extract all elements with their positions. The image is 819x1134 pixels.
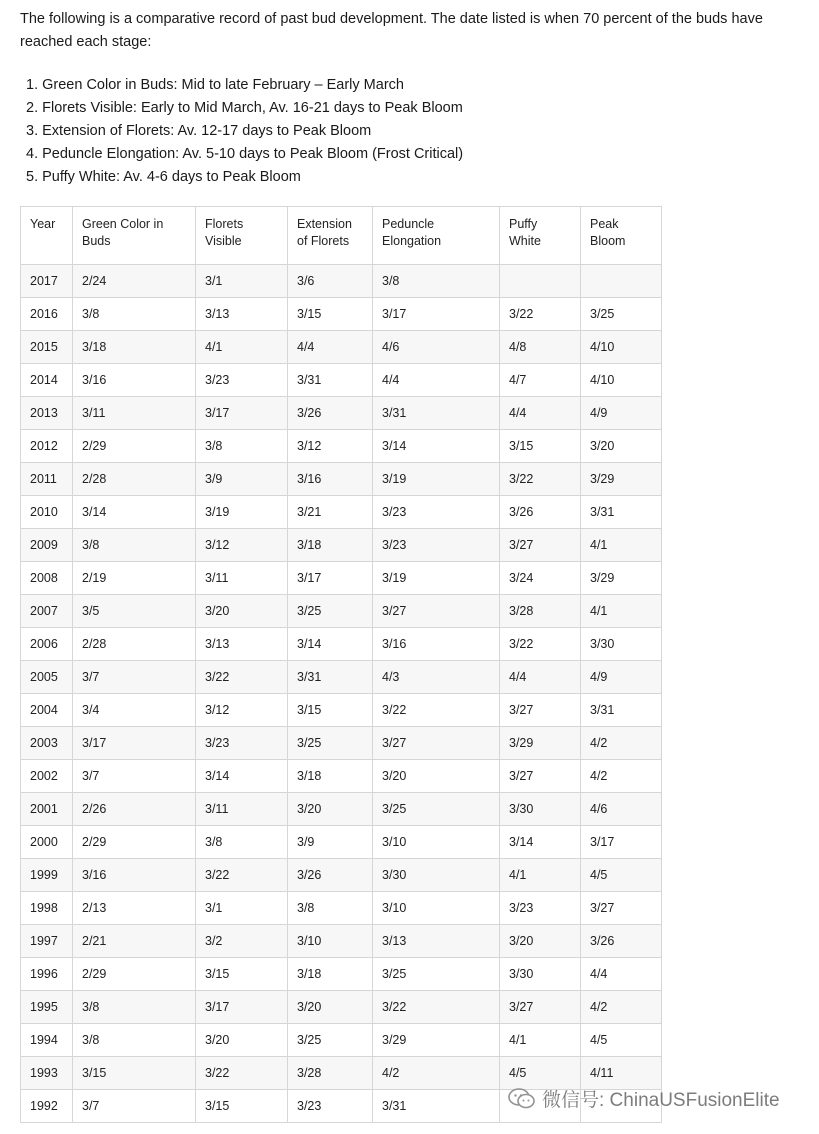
stage-item: 5. Puffy White: Av. 4-6 days to Peak Bloom — [26, 169, 301, 185]
cell-year: 2013 — [21, 397, 73, 430]
cell-florets-visible: 3/2 — [196, 925, 288, 958]
cell-florets-visible: 3/1 — [196, 892, 288, 925]
cell-peduncle-elongation: 3/25 — [373, 958, 500, 991]
watermark-text: 微信号: ChinaUSFusionElite — [542, 1090, 780, 1111]
cell-peduncle-elongation: 3/30 — [373, 859, 500, 892]
cell-florets-visible: 3/13 — [196, 298, 288, 331]
cell-extension-of-florets: 3/23 — [288, 1090, 373, 1123]
cell-extension-of-florets: 3/21 — [288, 496, 373, 529]
cell-peak-bloom: 4/4 — [581, 958, 662, 991]
cell-extension-of-florets: 3/10 — [288, 925, 373, 958]
cell-peak-bloom: 3/25 — [581, 298, 662, 331]
cell-peak-bloom: 4/10 — [581, 331, 662, 364]
cell-green-color: 3/5 — [73, 595, 196, 628]
cell-peduncle-elongation: 3/16 — [373, 628, 500, 661]
cell-florets-visible: 3/22 — [196, 661, 288, 694]
cell-puffy-white: 4/1 — [500, 859, 581, 892]
table-row — [21, 397, 662, 430]
cell-puffy-white: 3/20 — [500, 925, 581, 958]
cell-green-color: 2/13 — [73, 892, 196, 925]
cell-peduncle-elongation: 3/27 — [373, 595, 500, 628]
cell-peak-bloom: 3/29 — [581, 562, 662, 595]
cell-year: 2002 — [21, 760, 73, 793]
watermark — [508, 1085, 780, 1112]
cell-florets-visible: 3/11 — [196, 562, 288, 595]
cell-puffy-white: 4/8 — [500, 331, 581, 364]
cell-peduncle-elongation: 3/8 — [373, 265, 500, 298]
cell-green-color: 3/17 — [73, 727, 196, 760]
cell-puffy-white: 3/22 — [500, 463, 581, 496]
cell-peak-bloom: 4/2 — [581, 991, 662, 1024]
cell-peduncle-elongation: 3/10 — [373, 892, 500, 925]
cell-year: 1993 — [21, 1057, 73, 1090]
cell-florets-visible: 3/12 — [196, 694, 288, 727]
cell-puffy-white: 3/30 — [500, 793, 581, 826]
cell-peak-bloom: 4/1 — [581, 529, 662, 562]
cell-florets-visible: 3/20 — [196, 1024, 288, 1057]
cell-year: 2005 — [21, 661, 73, 694]
cell-year: 2009 — [21, 529, 73, 562]
cell-green-color: 3/8 — [73, 298, 196, 331]
cell-florets-visible: 3/17 — [196, 991, 288, 1024]
table-row — [21, 628, 662, 661]
cell-extension-of-florets: 3/28 — [288, 1057, 373, 1090]
cell-peduncle-elongation: 3/27 — [373, 727, 500, 760]
table-row — [21, 661, 662, 694]
cell-peak-bloom: 3/20 — [581, 430, 662, 463]
cell-puffy-white: 3/27 — [500, 991, 581, 1024]
cell-florets-visible: 3/17 — [196, 397, 288, 430]
cell-year: 1997 — [21, 925, 73, 958]
table-row — [21, 1024, 662, 1057]
cell-florets-visible: 3/8 — [196, 826, 288, 859]
table-row — [21, 331, 662, 364]
cell-year: 1999 — [21, 859, 73, 892]
cell-florets-visible: 3/22 — [196, 1057, 288, 1090]
cell-extension-of-florets: 3/20 — [288, 793, 373, 826]
cell-green-color: 2/29 — [73, 826, 196, 859]
cell-extension-of-florets: 3/15 — [288, 694, 373, 727]
cell-florets-visible: 4/1 — [196, 331, 288, 364]
cell-peduncle-elongation: 3/23 — [373, 496, 500, 529]
cell-florets-visible: 3/22 — [196, 859, 288, 892]
cell-green-color: 3/18 — [73, 331, 196, 364]
bud-development-table — [20, 206, 662, 1123]
table-header-row — [21, 207, 662, 265]
cell-peak-bloom: 4/1 — [581, 595, 662, 628]
cell-puffy-white: 3/14 — [500, 826, 581, 859]
cell-puffy-white: 3/29 — [500, 727, 581, 760]
table-row — [21, 793, 662, 826]
table-row — [21, 265, 662, 298]
cell-peduncle-elongation: 3/23 — [373, 529, 500, 562]
cell-green-color: 3/15 — [73, 1057, 196, 1090]
cell-florets-visible: 3/8 — [196, 430, 288, 463]
cell-green-color: 2/28 — [73, 628, 196, 661]
cell-puffy-white: 3/22 — [500, 298, 581, 331]
cell-extension-of-florets: 3/25 — [288, 1024, 373, 1057]
cell-puffy-white: 3/26 — [500, 496, 581, 529]
cell-green-color: 3/11 — [73, 397, 196, 430]
cell-green-color: 2/26 — [73, 793, 196, 826]
table-row — [21, 826, 662, 859]
table-row — [21, 496, 662, 529]
cell-extension-of-florets: 3/6 — [288, 265, 373, 298]
column-header-florets-visible: Florets Visible — [196, 207, 288, 265]
table-row — [21, 991, 662, 1024]
table-body — [21, 265, 662, 1123]
cell-peduncle-elongation: 3/10 — [373, 826, 500, 859]
cell-extension-of-florets: 3/26 — [288, 397, 373, 430]
cell-peduncle-elongation: 3/25 — [373, 793, 500, 826]
cell-extension-of-florets: 3/25 — [288, 595, 373, 628]
cell-puffy-white — [500, 265, 581, 298]
cell-extension-of-florets: 3/15 — [288, 298, 373, 331]
cell-peak-bloom: 3/31 — [581, 496, 662, 529]
cell-florets-visible: 3/15 — [196, 1090, 288, 1123]
cell-puffy-white: 3/24 — [500, 562, 581, 595]
cell-florets-visible: 3/12 — [196, 529, 288, 562]
cell-extension-of-florets: 3/12 — [288, 430, 373, 463]
cell-extension-of-florets: 3/17 — [288, 562, 373, 595]
cell-green-color: 2/28 — [73, 463, 196, 496]
cell-puffy-white: 3/23 — [500, 892, 581, 925]
cell-puffy-white: 3/27 — [500, 529, 581, 562]
stage-list — [26, 74, 463, 189]
cell-peak-bloom: 4/2 — [581, 760, 662, 793]
cell-year: 2015 — [21, 331, 73, 364]
cell-peduncle-elongation: 3/20 — [373, 760, 500, 793]
cell-peak-bloom: 4/9 — [581, 661, 662, 694]
cell-year: 2012 — [21, 430, 73, 463]
cell-peak-bloom: 4/5 — [581, 859, 662, 892]
cell-peduncle-elongation: 4/6 — [373, 331, 500, 364]
column-header-extension-of-florets: Extension of Florets — [288, 207, 373, 265]
column-header-peak-bloom: Peak Bloom — [581, 207, 662, 265]
cell-peduncle-elongation: 3/31 — [373, 1090, 500, 1123]
table-row — [21, 958, 662, 991]
cell-peduncle-elongation: 4/4 — [373, 364, 500, 397]
cell-peak-bloom: 3/17 — [581, 826, 662, 859]
cell-peak-bloom: 3/31 — [581, 694, 662, 727]
cell-florets-visible: 3/23 — [196, 727, 288, 760]
cell-extension-of-florets: 3/31 — [288, 661, 373, 694]
table-row — [21, 859, 662, 892]
cell-puffy-white: 4/7 — [500, 364, 581, 397]
cell-puffy-white: 3/27 — [500, 694, 581, 727]
cell-puffy-white: 3/30 — [500, 958, 581, 991]
cell-green-color: 3/16 — [73, 364, 196, 397]
cell-florets-visible: 3/9 — [196, 463, 288, 496]
cell-peak-bloom: 4/11 — [581, 1057, 662, 1090]
cell-peak-bloom: 3/27 — [581, 892, 662, 925]
stage-item: 2. Florets Visible: Early to Mid March, Av. 16-21 days to Peak Bloom — [26, 100, 463, 116]
cell-peduncle-elongation: 3/31 — [373, 397, 500, 430]
cell-extension-of-florets: 3/20 — [288, 991, 373, 1024]
cell-peak-bloom — [581, 265, 662, 298]
table-row — [21, 595, 662, 628]
cell-florets-visible: 3/19 — [196, 496, 288, 529]
cell-peak-bloom: 3/30 — [581, 628, 662, 661]
cell-extension-of-florets: 3/26 — [288, 859, 373, 892]
cell-puffy-white: 3/28 — [500, 595, 581, 628]
table-row — [21, 925, 662, 958]
column-header-peduncle-elongation: Peduncle Elongation — [373, 207, 500, 265]
table-row — [21, 727, 662, 760]
cell-green-color: 3/16 — [73, 859, 196, 892]
cell-green-color: 3/8 — [73, 1024, 196, 1057]
cell-florets-visible: 3/20 — [196, 595, 288, 628]
cell-peak-bloom: 3/26 — [581, 925, 662, 958]
cell-peduncle-elongation: 3/22 — [373, 694, 500, 727]
cell-green-color: 2/19 — [73, 562, 196, 595]
table-row — [21, 463, 662, 496]
cell-peak-bloom: 4/10 — [581, 364, 662, 397]
cell-year: 2007 — [21, 595, 73, 628]
table-row — [21, 298, 662, 331]
cell-peduncle-elongation: 3/19 — [373, 562, 500, 595]
cell-green-color: 3/7 — [73, 760, 196, 793]
cell-green-color: 2/29 — [73, 958, 196, 991]
cell-peduncle-elongation: 3/29 — [373, 1024, 500, 1057]
stage-item: 4. Peduncle Elongation: Av. 5-10 days to Peak Bloom (Frost Critical) — [26, 146, 464, 162]
cell-peak-bloom: 4/2 — [581, 727, 662, 760]
cell-extension-of-florets: 3/14 — [288, 628, 373, 661]
cell-green-color: 2/24 — [73, 265, 196, 298]
cell-year: 2014 — [21, 364, 73, 397]
cell-year: 2000 — [21, 826, 73, 859]
cell-green-color: 3/7 — [73, 1090, 196, 1123]
column-header-year: Year — [21, 207, 73, 265]
stage-item: 3. Extension of Florets: Av. 12-17 days to Peak Bloom — [26, 123, 372, 139]
table-row — [21, 562, 662, 595]
cell-year: 2008 — [21, 562, 73, 595]
cell-peduncle-elongation: 3/19 — [373, 463, 500, 496]
stage-item: 1. Green Color in Buds: Mid to late February – Early March — [26, 77, 404, 93]
wechat-icon — [508, 1088, 536, 1110]
cell-green-color: 3/7 — [73, 661, 196, 694]
cell-puffy-white: 3/22 — [500, 628, 581, 661]
cell-green-color: 3/4 — [73, 694, 196, 727]
cell-green-color: 3/8 — [73, 529, 196, 562]
cell-year: 2004 — [21, 694, 73, 727]
cell-extension-of-florets: 3/31 — [288, 364, 373, 397]
cell-extension-of-florets: 3/8 — [288, 892, 373, 925]
column-header-green-color: Green Color in Buds — [73, 207, 196, 265]
cell-peduncle-elongation: 4/3 — [373, 661, 500, 694]
cell-peduncle-elongation: 3/22 — [373, 991, 500, 1024]
cell-green-color: 3/14 — [73, 496, 196, 529]
cell-peduncle-elongation: 3/17 — [373, 298, 500, 331]
cell-florets-visible: 3/23 — [196, 364, 288, 397]
table-row — [21, 364, 662, 397]
cell-green-color: 2/29 — [73, 430, 196, 463]
cell-year: 1995 — [21, 991, 73, 1024]
cell-year: 2010 — [21, 496, 73, 529]
table-row — [21, 694, 662, 727]
cell-puffy-white: 4/4 — [500, 397, 581, 430]
intro-text: The following is a comparative record of past bud development. The date listed is when 70 percent of the buds have reached each stage: — [20, 11, 763, 50]
cell-florets-visible: 3/11 — [196, 793, 288, 826]
cell-puffy-white: 4/5 — [500, 1057, 581, 1090]
column-header-puffy-white: Puffy White — [500, 207, 581, 265]
cell-puffy-white: 4/4 — [500, 661, 581, 694]
cell-year: 2016 — [21, 298, 73, 331]
cell-year: 2017 — [21, 265, 73, 298]
cell-puffy-white: 3/15 — [500, 430, 581, 463]
cell-florets-visible: 3/1 — [196, 265, 288, 298]
cell-year: 2003 — [21, 727, 73, 760]
cell-green-color: 3/8 — [73, 991, 196, 1024]
cell-extension-of-florets: 3/16 — [288, 463, 373, 496]
cell-year: 1992 — [21, 1090, 73, 1123]
cell-year: 2001 — [21, 793, 73, 826]
table-row — [21, 529, 662, 562]
cell-year: 2011 — [21, 463, 73, 496]
cell-peak-bloom: 4/6 — [581, 793, 662, 826]
cell-extension-of-florets: 3/25 — [288, 727, 373, 760]
cell-peduncle-elongation: 3/14 — [373, 430, 500, 463]
cell-peak-bloom: 3/29 — [581, 463, 662, 496]
cell-year: 1996 — [21, 958, 73, 991]
cell-year: 1994 — [21, 1024, 73, 1057]
cell-green-color: 2/21 — [73, 925, 196, 958]
cell-florets-visible: 3/15 — [196, 958, 288, 991]
cell-year: 2006 — [21, 628, 73, 661]
cell-peak-bloom: 4/9 — [581, 397, 662, 430]
cell-puffy-white: 4/1 — [500, 1024, 581, 1057]
cell-extension-of-florets: 3/9 — [288, 826, 373, 859]
table-row — [21, 760, 662, 793]
cell-extension-of-florets: 3/18 — [288, 760, 373, 793]
cell-peduncle-elongation: 4/2 — [373, 1057, 500, 1090]
table-row — [21, 892, 662, 925]
table-row — [21, 430, 662, 463]
cell-peduncle-elongation: 3/13 — [373, 925, 500, 958]
cell-year: 1998 — [21, 892, 73, 925]
cell-florets-visible: 3/14 — [196, 760, 288, 793]
cell-extension-of-florets: 3/18 — [288, 958, 373, 991]
cell-puffy-white: 3/27 — [500, 760, 581, 793]
cell-extension-of-florets: 3/18 — [288, 529, 373, 562]
cell-florets-visible: 3/13 — [196, 628, 288, 661]
cell-peak-bloom: 4/5 — [581, 1024, 662, 1057]
cell-extension-of-florets: 4/4 — [288, 331, 373, 364]
